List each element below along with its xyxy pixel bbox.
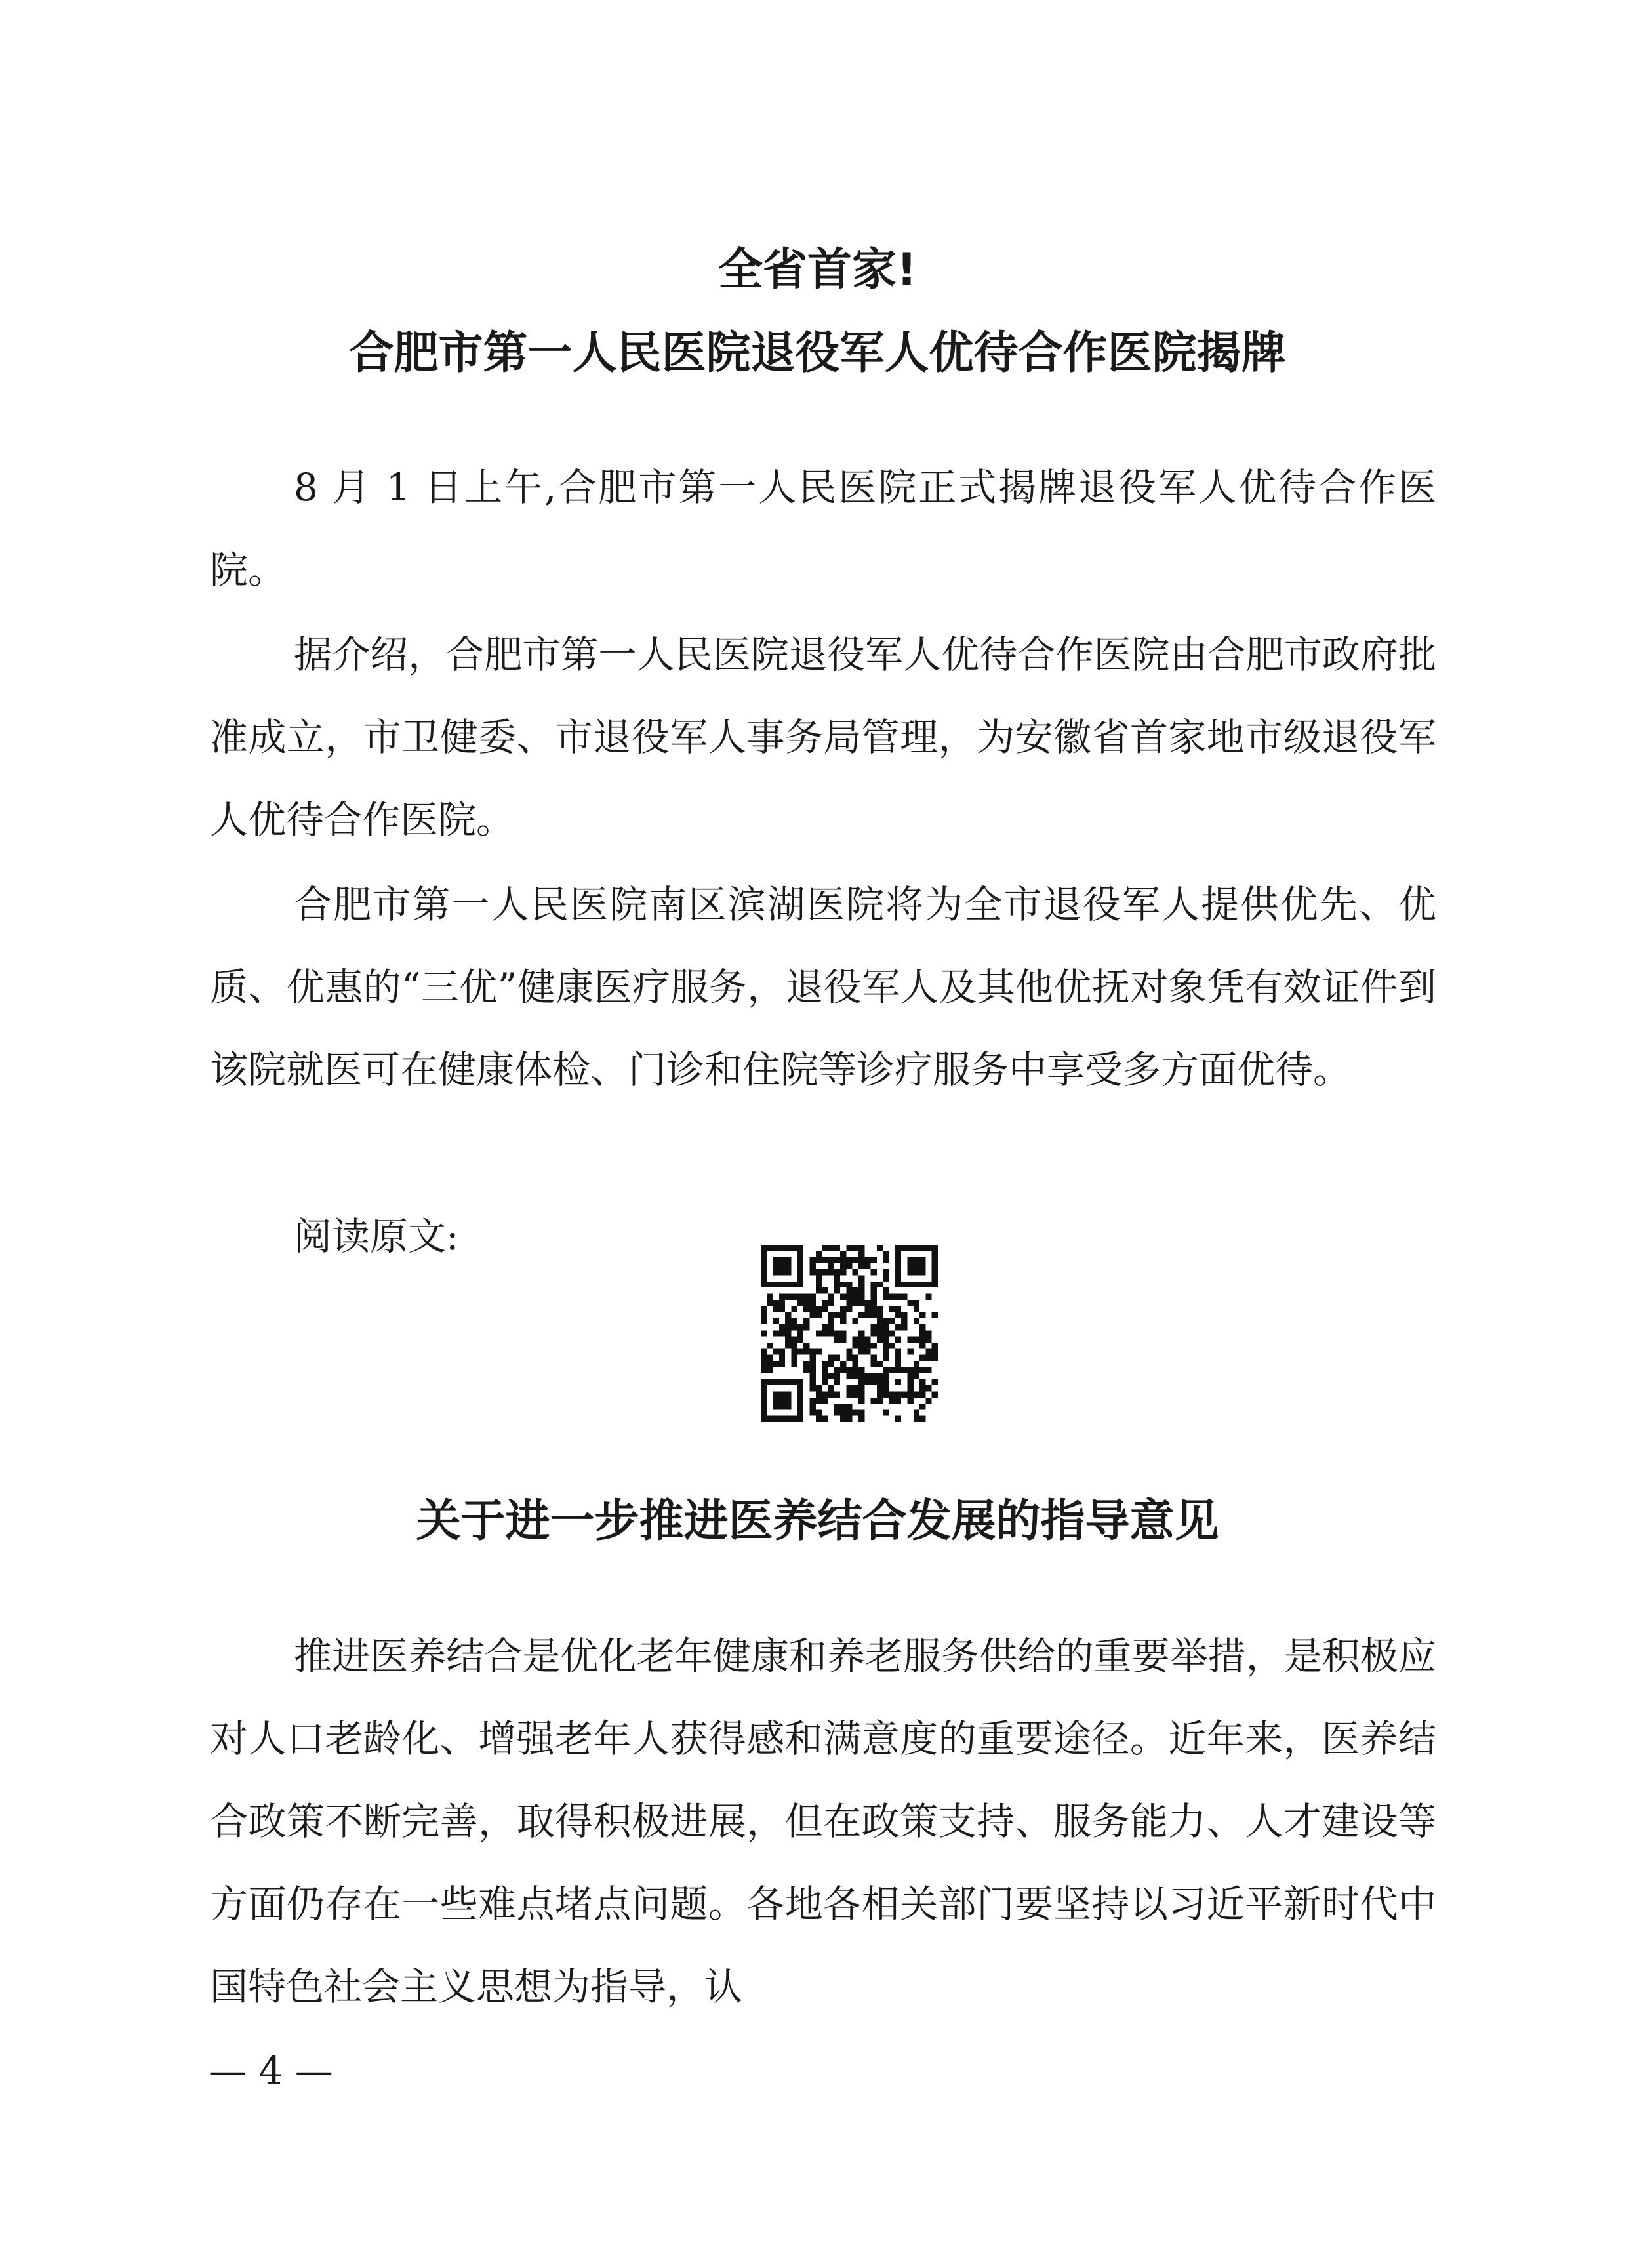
article-2-paragraph-1: 推进医养结合是优化老年健康和养老服务供给的重要举措，是积极应对人口老龄化、增强老年人获得感和满意度的重要途径。近年来，医养结合政策不断完善，取得积极进展，但在政策支持、服务能力、人才建设等方面仍存在一些难点堵点问题。各地各相关部门要坚持以习近平新时代中国特色社会主义思想为指导，认: [210, 1634, 1436, 2009]
article-1-paragraph-3: 合肥市第一人民医院南区滨湖医院将为全市退役军人提供优先、优质、优惠的“三优”健康医疗服务，退役军人及其他优抚对象凭有效证件到该院就医可在健康体检、门诊和住院等诊疗服务中享受多方面优待。: [210, 882, 1436, 1092]
article-1-title-line-1: 全省首家!: [717, 244, 917, 296]
article-2-title: 关于进一步推进医养结合发展的指导意见: [416, 1495, 1219, 1547]
qr-code-icon[interactable]: [761, 1245, 938, 1422]
read-more-label: 阅读原文:: [294, 1214, 459, 1259]
article-1-paragraph-1: 8 月 1 日上午,合肥市第一人民医院正式揭牌退役军人优待合作医院。: [210, 465, 1436, 592]
page-number: — 4 —: [209, 2048, 333, 2093]
article-1-paragraph-2: 据介绍，合肥市第一人民医院退役军人优待合作医院由合肥市政府批准成立，市卫健委、市退役军人事务局管理，为安徽省首家地市级退役军人优待合作医院。: [210, 632, 1436, 842]
article-1-title-line-2: 合肥市第一人民医院退役军人优待合作医院揭牌: [349, 327, 1286, 379]
